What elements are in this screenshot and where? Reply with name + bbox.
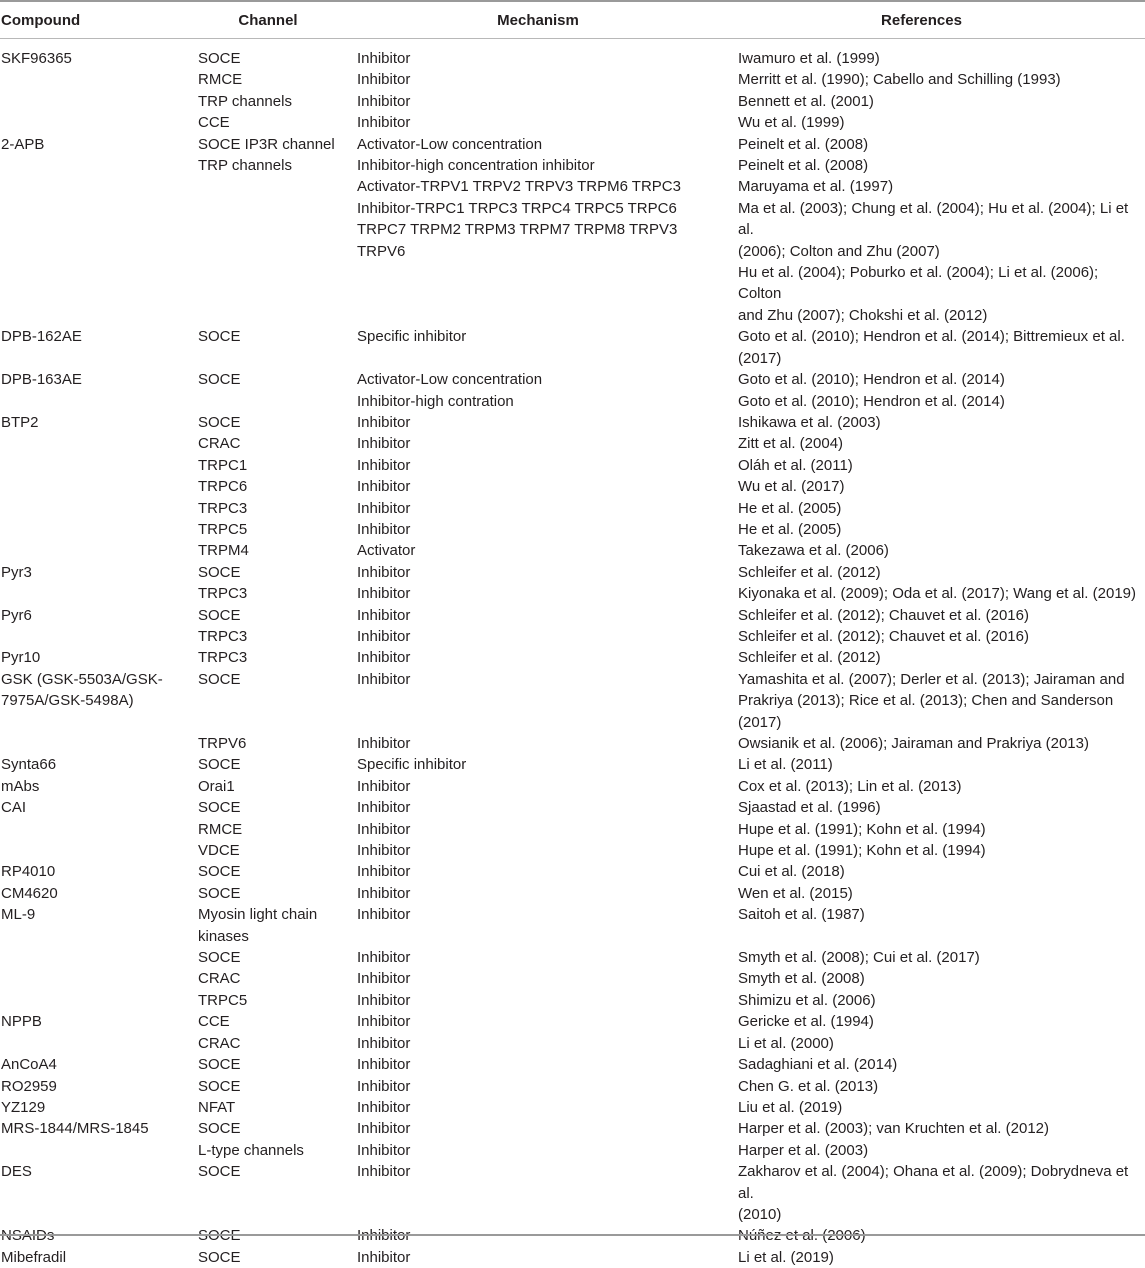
cell-references: Schleifer et al. (2012); Chauvet et al. (2016) bbox=[738, 627, 1029, 645]
cell-compound bbox=[0, 498, 198, 519]
cell-channel: L-type channels bbox=[198, 1141, 304, 1159]
table-row bbox=[0, 669, 1145, 733]
cell-references: Harper et al. (2003) bbox=[738, 1141, 869, 1159]
cell-compound bbox=[0, 1225, 198, 1246]
cell-mechanism: Inhibitor bbox=[357, 499, 411, 517]
cell-compound: DPB-162AE bbox=[1, 328, 82, 346]
cell-references: Goto et al. (2010); Hendron et al. (2014) bbox=[738, 371, 1005, 389]
table-row bbox=[0, 519, 1145, 540]
cell-channel: SOCE bbox=[198, 949, 241, 967]
cell-references: Ishikawa et al. (2003) bbox=[738, 413, 881, 431]
cell-mechanism: Inhibitor bbox=[357, 820, 411, 838]
cell-mechanism: Inhibitor bbox=[357, 71, 411, 89]
cell-mechanism: Inhibitor bbox=[357, 50, 411, 67]
cell-compound bbox=[0, 626, 198, 647]
cell-references: Merritt et al. (1990); Cabello and Schilling (1993) bbox=[738, 71, 1061, 89]
cell-channel: CCE bbox=[198, 114, 230, 132]
cell-mechanism: Activator bbox=[357, 542, 416, 560]
cell-channel: SOCE bbox=[198, 413, 241, 431]
cell-compound: BTP2 bbox=[1, 413, 39, 431]
cell-compound: Synta66 bbox=[1, 756, 57, 774]
table-row bbox=[0, 733, 1145, 754]
cell-mechanism: Inhibitor bbox=[357, 1034, 411, 1052]
cell-references: Liu et al. (2019) bbox=[738, 1098, 843, 1116]
cell-channel: TRPC3 bbox=[198, 585, 248, 603]
cell-mechanism: Inhibitor bbox=[357, 670, 411, 688]
cell-compound: DES bbox=[1, 1163, 32, 1181]
cell-references: Ma et al. (2003); Chung et al. (2004); Hu et al. (2004); Li et al. (2006); Colton and Zhu (2007) bbox=[738, 199, 1129, 260]
table-row bbox=[0, 1076, 1145, 1097]
cell-compound bbox=[0, 198, 198, 262]
table-row bbox=[0, 626, 1145, 647]
cell-references: Wen et al. (2015) bbox=[738, 884, 853, 902]
cell-channel: RMCE bbox=[198, 71, 243, 89]
table-row bbox=[0, 134, 1145, 155]
cell-mechanism: Activator-Low concentration bbox=[357, 135, 543, 153]
cell-channel: SOCE IP3R channel bbox=[198, 135, 335, 153]
cell-channel: SOCE bbox=[198, 670, 241, 688]
cell-compound bbox=[0, 1033, 198, 1054]
table-row bbox=[0, 562, 1145, 583]
cell-mechanism: Inhibitor bbox=[357, 520, 411, 538]
cell-references: Smyth et al. (2008) bbox=[738, 970, 865, 988]
cell-references: Hupe et al. (1991); Kohn et al. (1994) bbox=[738, 842, 986, 860]
cell-compound: GSK (GSK-5503A/GSK- 7975A/GSK-5498A) bbox=[1, 670, 163, 710]
cell-compound: NPPB bbox=[1, 1013, 42, 1031]
cell-compound: ML-9 bbox=[1, 906, 36, 924]
cell-compound bbox=[0, 476, 198, 497]
cell-mechanism: Inhibitor bbox=[357, 863, 411, 881]
cell-channel bbox=[198, 176, 357, 197]
cell-references: Gericke et al. (1994) bbox=[738, 1013, 874, 1031]
cell-mechanism: Inhibitor bbox=[357, 563, 411, 581]
cell-mechanism: Inhibitor bbox=[357, 799, 411, 817]
cell-mechanism: Activator-Low concentration bbox=[357, 371, 543, 389]
cell-references: Li et al. (2000) bbox=[738, 1034, 834, 1052]
table-row bbox=[0, 433, 1145, 454]
table-row bbox=[0, 1011, 1145, 1032]
cell-compound: CM4620 bbox=[1, 884, 58, 902]
header-channel: Channel bbox=[238, 11, 298, 29]
cell-channel: TRPC5 bbox=[198, 991, 248, 1009]
cell-mechanism: Inhibitor bbox=[357, 735, 411, 752]
cell-channel bbox=[198, 198, 357, 262]
cell-references: Li et al. (2019) bbox=[738, 1248, 834, 1266]
cell-references: Peinelt et al. (2008) bbox=[738, 135, 869, 153]
cell-references: Owsianik et al. (2006); Jairaman and Prakriya (2013) bbox=[738, 735, 1089, 752]
cell-references: Sjaastad et al. (1996) bbox=[738, 799, 881, 817]
cell-references: He et al. (2005) bbox=[738, 499, 842, 517]
table-row bbox=[0, 883, 1145, 904]
cell-compound: Mibefradil bbox=[1, 1248, 67, 1266]
cell-mechanism: Inhibitor bbox=[357, 1141, 411, 1159]
table-row bbox=[0, 904, 1145, 947]
cell-mechanism: Inhibitor bbox=[357, 906, 411, 924]
table-row bbox=[0, 1097, 1145, 1118]
cell-mechanism: Inhibitor bbox=[357, 884, 411, 902]
cell-compound bbox=[0, 455, 198, 476]
cell-channel: SOCE bbox=[198, 563, 241, 581]
cell-mechanism: Inhibitor bbox=[357, 114, 411, 132]
cell-mechanism: Specific inhibitor bbox=[357, 328, 467, 346]
cell-channel: SOCE bbox=[198, 756, 241, 774]
cell-references: Oláh et al. (2011) bbox=[738, 456, 853, 474]
table-row bbox=[0, 776, 1145, 797]
table-row bbox=[0, 112, 1145, 133]
cell-compound bbox=[0, 840, 198, 861]
table-header bbox=[0, 2, 1145, 39]
table-row bbox=[0, 369, 1145, 390]
cell-channel: SOCE bbox=[198, 1248, 241, 1266]
table-row bbox=[0, 91, 1145, 112]
table-row bbox=[0, 990, 1145, 1011]
cell-mechanism bbox=[357, 262, 738, 326]
cell-compound bbox=[0, 262, 198, 326]
cell-compound bbox=[0, 968, 198, 989]
table-row bbox=[0, 605, 1145, 626]
cell-channel: TRPC3 bbox=[198, 627, 248, 645]
cell-channel: SOCE bbox=[198, 884, 241, 902]
cell-channel: SOCE bbox=[198, 1056, 241, 1074]
cell-mechanism: Activator-TRPV1 TRPV2 TRPV3 TRPM6 TRPC3 bbox=[357, 178, 681, 196]
table-row bbox=[0, 968, 1145, 989]
cell-channel: NFAT bbox=[198, 1098, 236, 1116]
cell-references: Goto et al. (2010); Hendron et al. (2014); Bittremieux et al. (2017) bbox=[738, 328, 1125, 367]
cell-channel: SOCE bbox=[198, 50, 241, 67]
cell-references: Peinelt et al. (2008) bbox=[738, 157, 869, 175]
cell-references: Hu et al. (2004); Poburko et al. (2004); Li et al. (2006); Colton and Zhu (2007); Chokshi et al. (2012) bbox=[738, 264, 1099, 324]
cell-channel: SOCE bbox=[198, 799, 241, 817]
table-row bbox=[0, 1033, 1145, 1054]
cell-references: Kiyonaka et al. (2009); Oda et al. (2017); Wang et al. (2019) bbox=[738, 585, 1136, 603]
table-row bbox=[0, 391, 1145, 412]
cell-compound bbox=[0, 540, 198, 561]
cell-references: Zakharov et al. (2004); Ohana et al. (2009); Dobrydneva et al. (2010) bbox=[738, 1163, 1129, 1223]
table-row bbox=[0, 1140, 1145, 1161]
cell-compound bbox=[0, 990, 198, 1011]
cell-mechanism: Inhibitor bbox=[357, 842, 411, 860]
bottom-rule bbox=[0, 1234, 1145, 1236]
cell-compound bbox=[0, 519, 198, 540]
cell-references: Saitoh et al. (1987) bbox=[738, 906, 865, 924]
cell-compound: mAbs bbox=[1, 777, 40, 795]
cell-mechanism: Inhibitor bbox=[357, 1163, 411, 1181]
cell-channel: Orai1 bbox=[198, 777, 235, 795]
table-row bbox=[0, 455, 1145, 476]
cell-mechanism: Inhibitor bbox=[357, 435, 411, 453]
cell-compound: DPB-163AE bbox=[1, 371, 82, 389]
cell-mechanism: Inhibitor-high concentration inhibitor bbox=[357, 157, 595, 175]
cell-mechanism: Inhibitor bbox=[357, 1056, 411, 1074]
header-compound: Compound bbox=[1, 11, 81, 29]
cell-compound bbox=[0, 155, 198, 176]
cell-channel bbox=[198, 1225, 357, 1246]
table-row bbox=[0, 1161, 1145, 1225]
table-row bbox=[0, 155, 1145, 176]
cell-channel: TRP channels bbox=[198, 157, 292, 175]
cell-mechanism: Inhibitor bbox=[357, 606, 411, 624]
cell-references: Chen G. et al. (2013) bbox=[738, 1077, 879, 1095]
cell-compound bbox=[0, 69, 198, 90]
table-body bbox=[0, 39, 1145, 1268]
cell-mechanism: Inhibitor bbox=[357, 777, 411, 795]
cell-references: Takezawa et al. (2006) bbox=[738, 542, 889, 560]
cell-compound: RO2959 bbox=[1, 1077, 57, 1095]
cell-channel: TRPV6 bbox=[198, 735, 247, 752]
cell-mechanism: Inhibitor bbox=[357, 413, 411, 431]
cell-channel: SOCE bbox=[198, 863, 241, 881]
table-row bbox=[0, 176, 1145, 197]
cell-mechanism: Inhibitor bbox=[357, 1120, 411, 1138]
cell-mechanism: Specific inhibitor bbox=[357, 756, 467, 774]
cell-compound: AnCoA4 bbox=[1, 1056, 57, 1074]
table-row bbox=[0, 412, 1145, 433]
cell-compound: Pyr10 bbox=[1, 649, 41, 667]
cell-channel: CRAC bbox=[198, 970, 241, 988]
cell-references: Cui et al. (2018) bbox=[738, 863, 845, 881]
cell-compound: Pyr6 bbox=[1, 606, 32, 624]
table-row bbox=[0, 797, 1145, 818]
cell-references: Schleifer et al. (2012) bbox=[738, 649, 881, 667]
cell-channel: CRAC bbox=[198, 1034, 241, 1052]
header-references: References bbox=[881, 11, 962, 29]
cell-channel bbox=[198, 391, 357, 412]
cell-compound: YZ129 bbox=[1, 1098, 46, 1116]
cell-references: Wu et al. (2017) bbox=[738, 478, 845, 496]
table-row bbox=[0, 326, 1145, 369]
cell-compound bbox=[0, 91, 198, 112]
cell-channel: TRPC5 bbox=[198, 520, 248, 538]
cell-channel: SOCE bbox=[198, 1163, 241, 1181]
cell-mechanism: Inhibitor bbox=[357, 1013, 411, 1031]
cell-mechanism: Inhibitor bbox=[357, 478, 411, 496]
cell-references: Bennett et al. (2001) bbox=[738, 92, 874, 110]
cell-mechanism: Inhibitor bbox=[357, 585, 411, 603]
cell-mechanism: Inhibitor bbox=[357, 1077, 411, 1095]
table-row bbox=[0, 947, 1145, 968]
cell-references: He et al. (2005) bbox=[738, 520, 842, 538]
cell-compound bbox=[0, 733, 198, 754]
cell-compound: 2-APB bbox=[1, 135, 45, 153]
table-row bbox=[0, 540, 1145, 561]
header-mechanism: Mechanism bbox=[497, 11, 579, 29]
cell-compound bbox=[0, 947, 198, 968]
cell-references: Cox et al. (2013); Lin et al. (2013) bbox=[738, 777, 962, 795]
table-row bbox=[0, 583, 1145, 604]
cell-channel: TRPM4 bbox=[198, 542, 249, 560]
cell-channel: TRPC3 bbox=[198, 649, 248, 667]
cell-references: Shimizu et al. (2006) bbox=[738, 991, 876, 1009]
table-row bbox=[0, 476, 1145, 497]
table-row bbox=[0, 69, 1145, 90]
cell-mechanism: Inhibitor bbox=[357, 627, 411, 645]
cell-references: Smyth et al. (2008); Cui et al. (2017) bbox=[738, 949, 980, 967]
cell-mechanism: Inhibitor-TRPC1 TRPC3 TRPC4 TRPC5 TRPC6 TRPC7 TRPM2 TRPM3 TRPM7 TRPM8 TRPV3 TRPV6 bbox=[357, 199, 678, 260]
cell-references: Wu et al. (1999) bbox=[738, 114, 845, 132]
table-row bbox=[0, 1247, 1145, 1268]
cell-references: Iwamuro et al. (1999) bbox=[738, 50, 880, 67]
cell-references: Li et al. (2011) bbox=[738, 756, 833, 774]
cell-mechanism: Inhibitor bbox=[357, 1098, 411, 1116]
cell-mechanism: Inhibitor bbox=[357, 991, 411, 1009]
cell-references: Yamashita et al. (2007); Derler et al. (2013); Jairaman and Prakriya (2013); Rice et al. (2013); Chen and Sanderson (2017) bbox=[738, 670, 1125, 731]
cell-compound bbox=[0, 176, 198, 197]
cell-mechanism bbox=[357, 1225, 738, 1246]
cell-channel: SOCE bbox=[198, 328, 241, 346]
cell-mechanism: Inhibitor bbox=[357, 649, 411, 667]
cell-compound: CAI bbox=[1, 799, 27, 817]
cell-compound: SKF96365 bbox=[1, 50, 72, 67]
cell-channel: TRPC1 bbox=[198, 456, 248, 474]
cell-references: Zitt et al. (2004) bbox=[738, 435, 844, 453]
table-row bbox=[0, 48, 1145, 69]
cell-references: Hupe et al. (1991); Kohn et al. (1994) bbox=[738, 820, 986, 838]
cell-channel: CCE bbox=[198, 1013, 230, 1031]
table-row bbox=[0, 819, 1145, 840]
cell-references: Schleifer et al. (2012) bbox=[738, 563, 881, 581]
table-row bbox=[0, 840, 1145, 861]
cell-channel: SOCE bbox=[198, 1077, 241, 1095]
cell-channel: Myosin light chain kinases bbox=[198, 906, 318, 945]
cell-compound bbox=[0, 433, 198, 454]
cell-channel: TRPC3 bbox=[198, 499, 248, 517]
cell-references: Goto et al. (2010); Hendron et al. (2014) bbox=[738, 392, 1005, 410]
cell-channel: SOCE bbox=[198, 371, 241, 389]
cell-references: Schleifer et al. (2012); Chauvet et al. (2016) bbox=[738, 606, 1029, 624]
cell-channel: SOCE bbox=[198, 606, 241, 624]
cell-compound bbox=[0, 1140, 198, 1161]
table-row bbox=[0, 198, 1145, 262]
cell-compound bbox=[0, 112, 198, 133]
cell-channel: VDCE bbox=[198, 842, 240, 860]
table-row bbox=[0, 1225, 1145, 1246]
table-row bbox=[0, 262, 1145, 326]
cell-channel: RMCE bbox=[198, 820, 243, 838]
cell-channel: TRPC6 bbox=[198, 478, 248, 496]
cell-channel: SOCE bbox=[198, 1120, 241, 1138]
cell-mechanism: Inhibitor-high contration bbox=[357, 392, 514, 410]
cell-compound: Pyr3 bbox=[1, 563, 32, 581]
cell-compound bbox=[0, 819, 198, 840]
table-row bbox=[0, 861, 1145, 882]
table-row bbox=[0, 647, 1145, 668]
cell-mechanism: Inhibitor bbox=[357, 949, 411, 967]
cell-mechanism: Inhibitor bbox=[357, 456, 411, 474]
cell-references: Maruyama et al. (1997) bbox=[738, 178, 894, 196]
cell-mechanism: Inhibitor bbox=[357, 92, 411, 110]
cell-channel: CRAC bbox=[198, 435, 241, 453]
table-row bbox=[0, 498, 1145, 519]
table-row bbox=[0, 1118, 1145, 1139]
cell-references: Harper et al. (2003); van Kruchten et al. (2012) bbox=[738, 1120, 1050, 1138]
cell-compound: MRS-1844/MRS-1845 bbox=[1, 1120, 149, 1138]
cell-compound: RP4010 bbox=[1, 863, 56, 881]
cell-mechanism: Inhibitor bbox=[357, 970, 411, 988]
table-row bbox=[0, 754, 1145, 775]
cell-compound bbox=[0, 583, 198, 604]
cell-references: Sadaghiani et al. (2014) bbox=[738, 1056, 898, 1074]
cell-references bbox=[738, 1225, 1145, 1246]
cell-channel: TRP channels bbox=[198, 92, 292, 110]
cell-mechanism: Inhibitor bbox=[357, 1248, 411, 1266]
table-row bbox=[0, 1054, 1145, 1075]
cell-compound bbox=[0, 391, 198, 412]
cell-channel bbox=[198, 262, 357, 326]
